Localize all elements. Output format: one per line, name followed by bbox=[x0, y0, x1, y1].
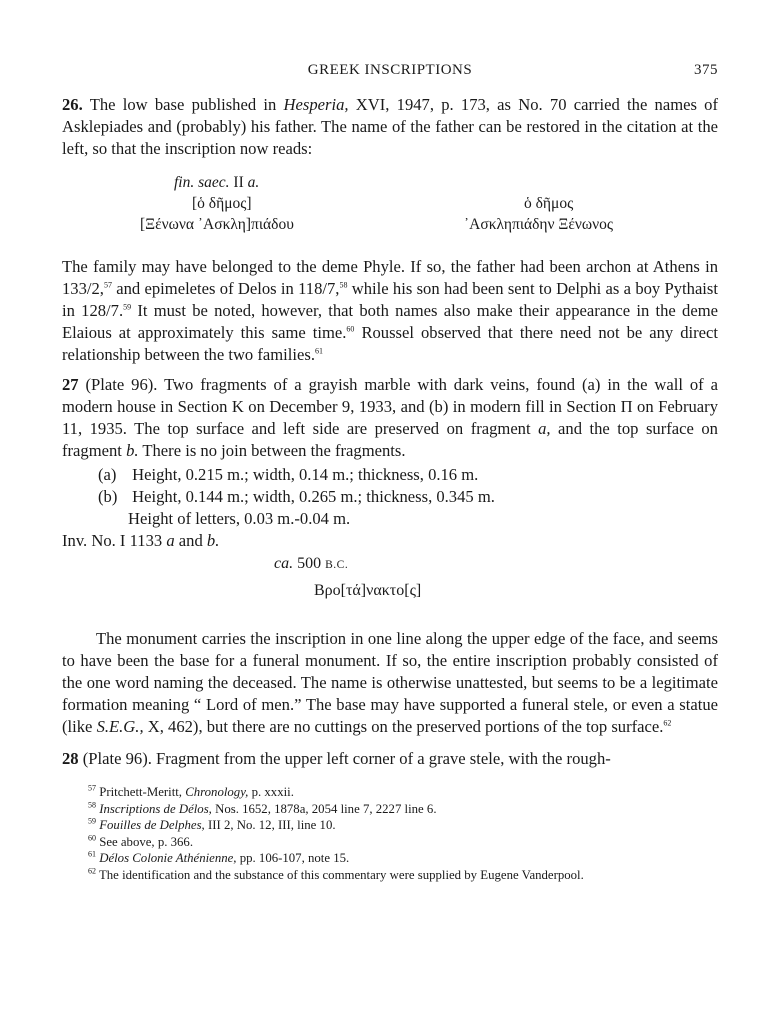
date-century: II bbox=[233, 174, 244, 191]
inv-and: and bbox=[178, 531, 203, 550]
inventory-number bbox=[62, 530, 718, 552]
footnote-57 bbox=[88, 784, 718, 801]
entry-26-commentary bbox=[62, 256, 718, 366]
entry-27-commentary bbox=[62, 628, 718, 738]
entry-27-text-a: (Plate 96). Two fragments of a grayish marble with dark veins, found (a) in the wall of a modern house in Section Κ on December 9, 1933, and (b) in modern fill in Section Π on February 11, 1935. The top surface and left side are preserved on fragment bbox=[62, 375, 718, 438]
inv-text: Inv. No. I 1133 bbox=[62, 531, 163, 550]
fnref-58: 58 bbox=[339, 280, 348, 290]
commentary-26-e: Roussel observed that there need not be any direct relationship between the two families. bbox=[62, 323, 719, 364]
entry-26-text-a: The low base published in bbox=[89, 95, 277, 114]
footnote-58-text-b: Nos. 1652, 1878a, 2054 line 7, 2227 line 6. bbox=[215, 801, 437, 816]
footnote-60-number: 60 bbox=[88, 833, 96, 843]
entry-26-intro bbox=[62, 94, 718, 160]
footnotes bbox=[88, 784, 718, 883]
circa-year: 500 bbox=[297, 555, 322, 572]
entry-28-intro bbox=[62, 748, 718, 770]
fnref-62: 62 bbox=[663, 718, 672, 728]
entry-26-text-b: XVI, 1947, p. 173, as No. 70 carried the names of Asklepiades and (probably) his father. The name of the father can be restored in the citation at the left, so that the inscription now reads: bbox=[62, 95, 719, 158]
fnref-60: 60 bbox=[346, 324, 355, 334]
footnote-59-number: 59 bbox=[88, 816, 96, 826]
fnref-59: 59 bbox=[123, 302, 132, 312]
inscription-26-right-line2: ᾿Ασκληπιάδην Ξένωνος bbox=[464, 216, 613, 233]
seg-ref: S.E.G., bbox=[96, 717, 144, 736]
fnref-57: 57 bbox=[103, 280, 112, 290]
footnote-57-text-c: p. xxxii. bbox=[251, 785, 294, 799]
footnote-58 bbox=[88, 801, 718, 818]
commentary-26-b: and epimeletes of Delos in 118/7, bbox=[116, 279, 340, 298]
date-label: fin. saec. bbox=[174, 174, 230, 191]
hesperia-title: Hesperia, bbox=[283, 95, 349, 114]
footnote-61-text-b: pp. 106-107, note 15. bbox=[239, 851, 350, 865]
commentary-26-a: The family may have belonged to the deme Phyle. If so, the father had been archon at Athens in 133/2, bbox=[62, 257, 718, 298]
date-suffix: a. bbox=[247, 174, 260, 191]
footnote-61-number: 61 bbox=[88, 849, 96, 859]
entry-27-intro bbox=[62, 374, 718, 462]
inscription-26-left-line2: [Ξένωνα ᾿Ασκλη]πιάδου bbox=[140, 216, 294, 233]
footnote-59-text-a: Fouilles de Delphes, bbox=[99, 818, 205, 832]
commentary-27-b: X, 462), but there are no cuttings on the preserved portions of the top surface. bbox=[147, 717, 664, 736]
measure-a-values: Height, 0.215 m.; width, 0.14 m.; thickness, 0.16 m. bbox=[132, 465, 479, 484]
footnote-60-text: See above, p. 366. bbox=[99, 834, 194, 849]
measure-b-label: (b) bbox=[98, 487, 118, 506]
letter-height: Height of letters, 0.03 m.-0.04 m. bbox=[128, 509, 351, 528]
inscription-26 bbox=[62, 174, 718, 236]
footnote-62-text: The identification and the substance of this commentary were supplied by Eugene Vanderpool. bbox=[98, 867, 584, 882]
entry-28-text: (Plate 96). Fragment from the upper left corner of a grave stele, with the rough- bbox=[82, 749, 611, 768]
circa-era: B.C. bbox=[325, 559, 349, 571]
footnote-61 bbox=[88, 850, 718, 867]
footnote-62 bbox=[88, 867, 718, 884]
inv-b: b. bbox=[206, 531, 220, 550]
commentary-26-d: It must be noted, however, that both names also make their appearance in the deme Elaious at approximately this same time. bbox=[62, 301, 718, 342]
footnote-59 bbox=[88, 817, 718, 834]
inscription-27-text: Βρο[τά]νακτο[ς] bbox=[314, 582, 422, 599]
entry-27-text-b: and the top surface on fragment bbox=[62, 419, 718, 460]
commentary-27-a: The monument carries the inscription in one line along the upper edge of the face, and seems to have been the base for a funeral monument. If so, the entire inscription probably consisted of the one word naming the deceased. The name is otherwise unattested, but seems to be a legitimate formation meaning “ Lord of men.” The base may have supported a funeral stele, or even a statue (like bbox=[62, 629, 718, 736]
inv-a: a bbox=[166, 531, 175, 550]
footnote-58-text-a: Inscriptions de Délos, bbox=[99, 801, 212, 816]
footnote-61-text-a: Délos Colonie Athénienne, bbox=[99, 851, 237, 865]
entry-28-number: 28 bbox=[62, 749, 79, 768]
measure-a-label: (a) bbox=[98, 465, 117, 484]
fragment-b-ref: b. bbox=[126, 441, 139, 460]
measurements-a bbox=[98, 464, 718, 486]
running-title: GREEK INSCRIPTIONS bbox=[307, 62, 473, 78]
footnote-57-number: 57 bbox=[88, 783, 96, 793]
measurements-b bbox=[98, 486, 718, 508]
inscription-26-right-line1: ὁ δῆμος bbox=[524, 195, 574, 212]
fnref-61: 61 bbox=[314, 346, 323, 356]
fragment-a-ref: a, bbox=[538, 419, 551, 438]
footnote-57-text-b: Chronology, bbox=[185, 785, 249, 799]
footnote-59-text-b: III 2, No. 12, III, line 10. bbox=[207, 818, 336, 832]
entry-27-number: 27 bbox=[62, 375, 79, 394]
footnote-62-number: 62 bbox=[88, 866, 96, 876]
page-number: 375 bbox=[694, 62, 718, 78]
page bbox=[62, 58, 718, 883]
commentary-26-c: while his son had been sent to Delphi as a boy Pythaist in 128/7. bbox=[62, 279, 718, 320]
inscription-26-date bbox=[174, 174, 259, 192]
running-head bbox=[62, 58, 718, 86]
footnote-58-number: 58 bbox=[88, 800, 96, 810]
inscription-27-date bbox=[274, 552, 718, 577]
measure-b-values: Height, 0.144 m.; width, 0.265 m.; thickness, 0.345 m. bbox=[132, 487, 495, 506]
footnote-57-text-a: Pritchett-Meritt, bbox=[99, 785, 183, 799]
entry-27-text-c: There is no join between the fragments. bbox=[142, 441, 406, 460]
inscription-26-left-line1: [ὁ δῆμος] bbox=[192, 195, 252, 212]
entry-26-number: 26. bbox=[62, 95, 83, 114]
circa: ca. bbox=[274, 555, 294, 572]
footnote-60 bbox=[88, 834, 718, 851]
